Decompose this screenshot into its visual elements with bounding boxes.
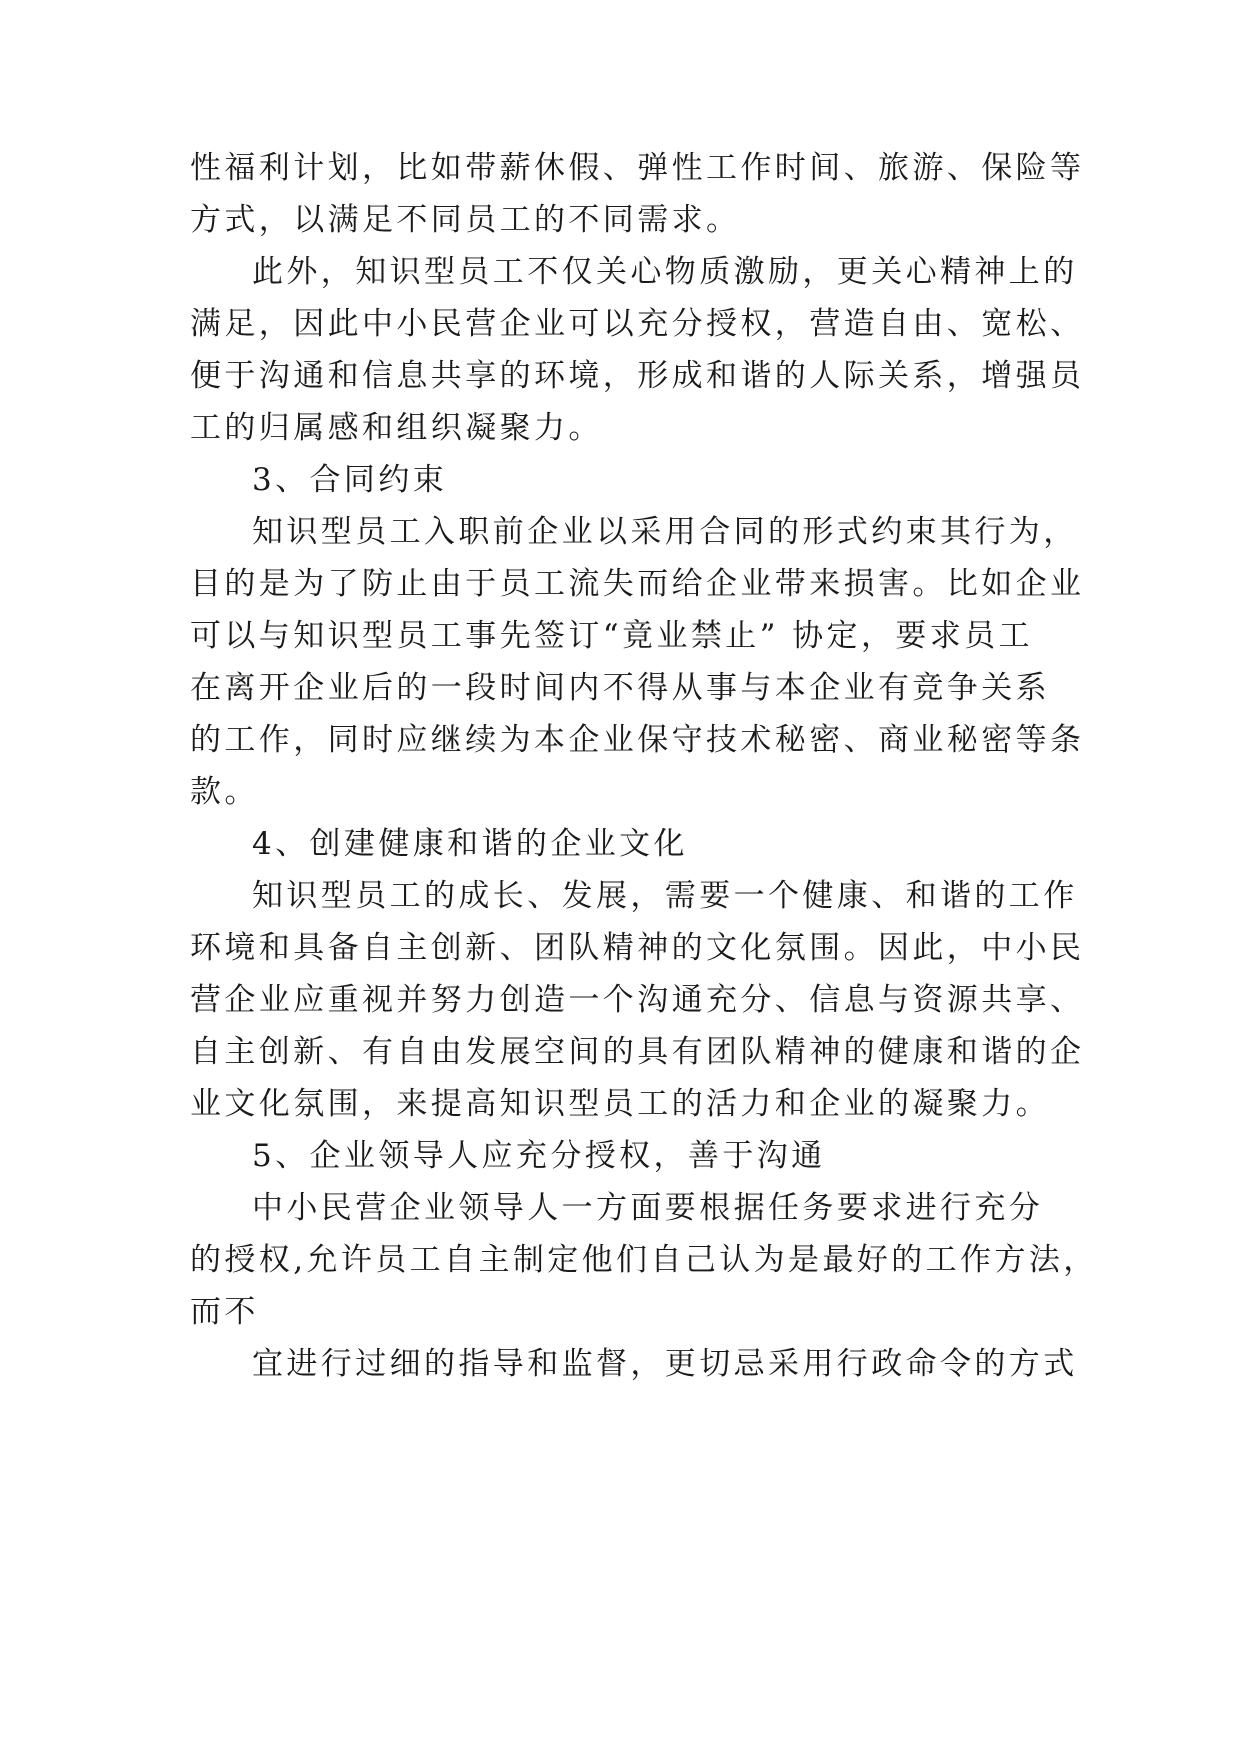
section-heading-3: 3、合同约束 [252, 462, 448, 498]
text-line: 便于沟通和信息共享的环境，形成和谐的人际关系，增强员 [190, 358, 1085, 394]
paragraph-first-line: 中小民营企业领导人一方面要根据任务要求进行充分 [252, 1190, 1044, 1226]
text-line: 营企业应重视并努力创造一个沟通充分、信息与资源共享、 [190, 982, 1085, 1018]
text-line: 的工作，同时应继续为本企业保守技术秘密、商业秘密等条 [190, 722, 1085, 758]
paragraph-first-line: 知识型员工入职前企业以采用合同的形式约束其行为， [252, 514, 1078, 550]
text-line: 目的是为了防止由于员工流失而给企业带来损害。比如企业 [190, 566, 1085, 602]
text-line: 自主创新、有自由发展空间的具有团队精神的健康和谐的企 [190, 1034, 1085, 1070]
text-line: 满足，因此中小民营企业可以充分授权，营造自由、宽松、 [190, 306, 1085, 342]
paragraph-first-line: 宜进行过细的指导和监督，更切忌采用行政命令的方式 [252, 1346, 1078, 1382]
text-line: 工的归属感和组织凝聚力。 [190, 410, 603, 446]
section-heading-5: 5、企业领导人应充分授权，善于沟通 [252, 1138, 826, 1174]
text-line: 业文化氛围，来提高知识型员工的活力和企业的凝聚力。 [190, 1086, 1050, 1122]
text-line: 方式，以满足不同员工的不同需求。 [190, 202, 741, 238]
paragraph-first-line: 知识型员工的成长、发展，需要一个健康、和谐的工作 [252, 878, 1078, 914]
section-heading-4: 4、创建健康和谐的企业文化 [252, 826, 688, 862]
text-line: 环境和具备自主创新、团队精神的文化氛围。因此，中小民 [190, 930, 1085, 966]
text-line: 可以与知识型员工事先签订“竟业禁止” 协定，要求员工 [190, 618, 1033, 654]
text-line: 性福利计划，比如带薪休假、弹性工作时间、旅游、保险等 [190, 150, 1085, 186]
text-line: 在离开企业后的一段时间内不得从事与本企业有竞争关系 [190, 670, 1050, 706]
text-line: 款。 [190, 774, 259, 810]
paragraph-first-line: 此外，知识型员工不仅关心物质激励，更关心精神上的 [252, 254, 1078, 290]
text-line: 而不 [190, 1294, 259, 1330]
text-line: 的授权,允许员工自主制定他们自己认为是最好的工作方法， [190, 1242, 1098, 1278]
